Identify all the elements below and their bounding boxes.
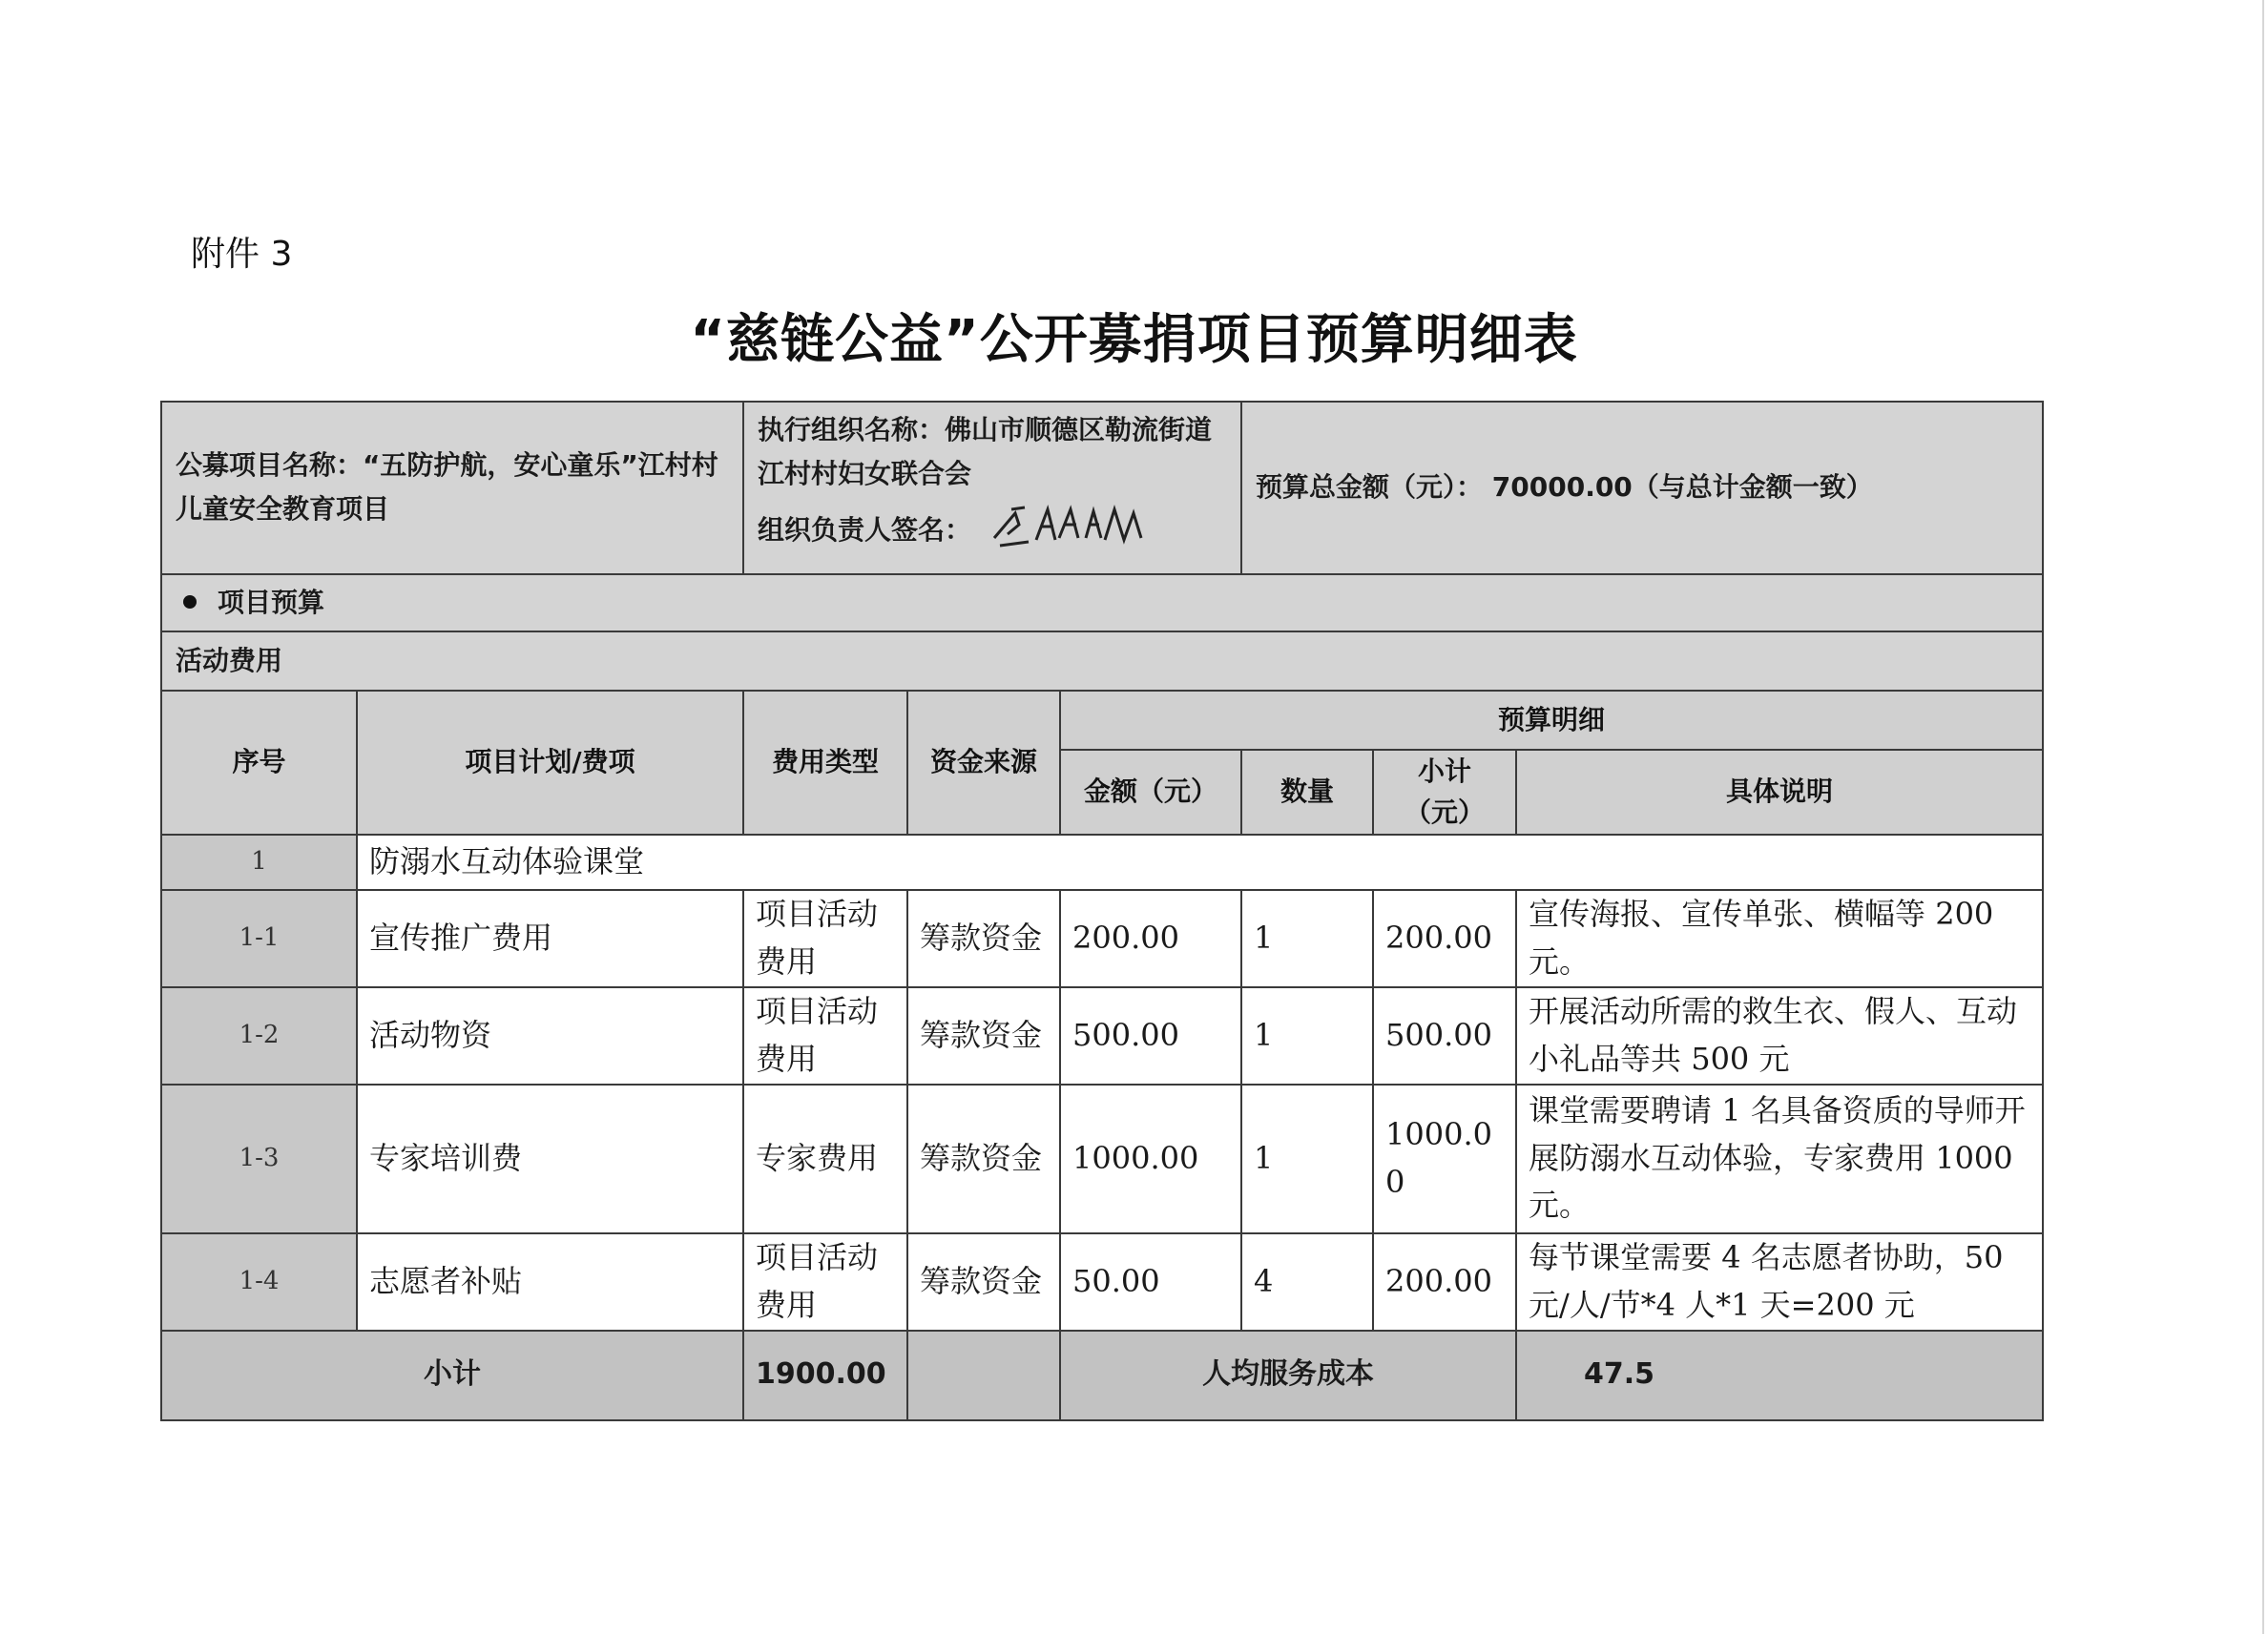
col-budget-detail: 预算明细: [1060, 691, 2043, 750]
row-cost-type: 项目活动费用: [743, 890, 907, 987]
row-qty: 1: [1241, 890, 1373, 987]
attachment-label: 附件 3: [191, 235, 293, 274]
budget-total-cell: [1241, 402, 2043, 574]
row-subtotal: 500.00: [1373, 987, 1516, 1085]
column-header-row-1: [161, 691, 2043, 750]
row-qty: 1: [1241, 1085, 1373, 1233]
row-source: 筹款资金: [907, 1085, 1060, 1233]
page-edge: [2262, 0, 2264, 1634]
col-description: 具体说明: [1516, 750, 2043, 835]
table-row: [161, 1085, 2043, 1233]
row-description: 课堂需要聘请 1 名具备资质的导师开展防溺水互动体验，专家费用 1000 元。: [1516, 1085, 2043, 1233]
row-item: 活动物资: [357, 987, 743, 1085]
org-name: 执行组织名称：佛山市顺德区勒流街道江村村妇女联合会: [758, 414, 1213, 490]
col-seq: 序号: [161, 691, 357, 835]
row-description: 宣传海报、宣传单张、横幅等 200 元。: [1516, 890, 2043, 987]
row-description: 每节课堂需要 4 名志愿者协助，50 元/人/节*4 人*1 天=200 元: [1516, 1233, 2043, 1331]
table-row: [161, 1233, 2043, 1331]
row-cost-type: 专家费用: [743, 1085, 907, 1233]
page-title: “慈链公益”公开募捐项目预算明细表: [690, 309, 1578, 371]
subtotal-value: 1900.00: [743, 1331, 907, 1420]
section-activity-cost: [161, 631, 2043, 691]
section-project-budget: [161, 574, 2043, 631]
col-subtotal: 小计（元）: [1373, 750, 1516, 835]
signature: [987, 496, 1149, 567]
row-source: 筹款资金: [907, 1233, 1060, 1331]
row-seq: 1-3: [161, 1085, 357, 1233]
totals-row: [161, 1331, 2043, 1420]
row-cost-type: 项目活动费用: [743, 987, 907, 1085]
row-amount: 200.00: [1060, 890, 1241, 987]
signature-line: [758, 496, 1227, 567]
section-project-budget-cell: [161, 574, 2043, 631]
row-source: 筹款资金: [907, 890, 1060, 987]
col-amount: 金额（元）: [1060, 750, 1241, 835]
row-item: 专家培训费: [357, 1085, 743, 1233]
section-activity-cost-label: 活动费用: [176, 644, 283, 676]
row-subtotal: 1000.00: [1373, 1085, 1516, 1233]
project-name-cell: [161, 402, 743, 574]
table-row: [161, 890, 2043, 987]
totals-empty: [907, 1331, 1060, 1420]
row-seq: 1-1: [161, 890, 357, 987]
table-row: [161, 987, 2043, 1085]
budget-total: 预算总金额（元）： 70000.00（与总计金额一致）: [1256, 471, 1873, 504]
signature-drawing: [987, 496, 1149, 553]
bullet-icon: [183, 595, 197, 609]
row-source: 筹款资金: [907, 987, 1060, 1085]
per-capita-label: 人均服务成本: [1060, 1331, 1516, 1420]
info-row: [161, 402, 2043, 574]
signature-label: 组织负责人签名：: [758, 514, 972, 547]
row-item: 志愿者补贴: [357, 1233, 743, 1331]
group-name: 防溺水互动体验课堂: [357, 835, 2043, 890]
row-item: 宣传推广费用: [357, 890, 743, 987]
col-plan: 项目计划/费项: [357, 691, 743, 835]
budget-table: [160, 401, 2044, 1421]
row-qty: 1: [1241, 987, 1373, 1085]
section-activity-cost-cell: [161, 631, 2043, 691]
row-qty: 4: [1241, 1233, 1373, 1331]
row-amount: 1000.00: [1060, 1085, 1241, 1233]
row-subtotal: 200.00: [1373, 890, 1516, 987]
col-quantity: 数量: [1241, 750, 1373, 835]
project-name: 公募项目名称：“五防护航，安心童乐”江村村儿童安全教育项目: [176, 449, 718, 526]
org-cell: [743, 402, 1241, 574]
row-seq: 1-2: [161, 987, 357, 1085]
per-capita-value: 47.5: [1516, 1331, 2043, 1420]
row-subtotal: 200.00: [1373, 1233, 1516, 1331]
group-seq: 1: [161, 835, 357, 890]
group-row: [161, 835, 2043, 890]
row-seq: 1-4: [161, 1233, 357, 1331]
section-project-budget-label: 项目预算: [218, 586, 325, 618]
subtotal-label: 小计: [161, 1331, 743, 1420]
col-cost-type: 费用类型: [743, 691, 907, 835]
row-cost-type: 项目活动费用: [743, 1233, 907, 1331]
col-fund-source: 资金来源: [907, 691, 1060, 835]
budget-sheet: [160, 401, 2042, 1421]
row-description: 开展活动所需的救生衣、假人、互动小礼品等共 500 元: [1516, 987, 2043, 1085]
row-amount: 500.00: [1060, 987, 1241, 1085]
row-amount: 50.00: [1060, 1233, 1241, 1331]
